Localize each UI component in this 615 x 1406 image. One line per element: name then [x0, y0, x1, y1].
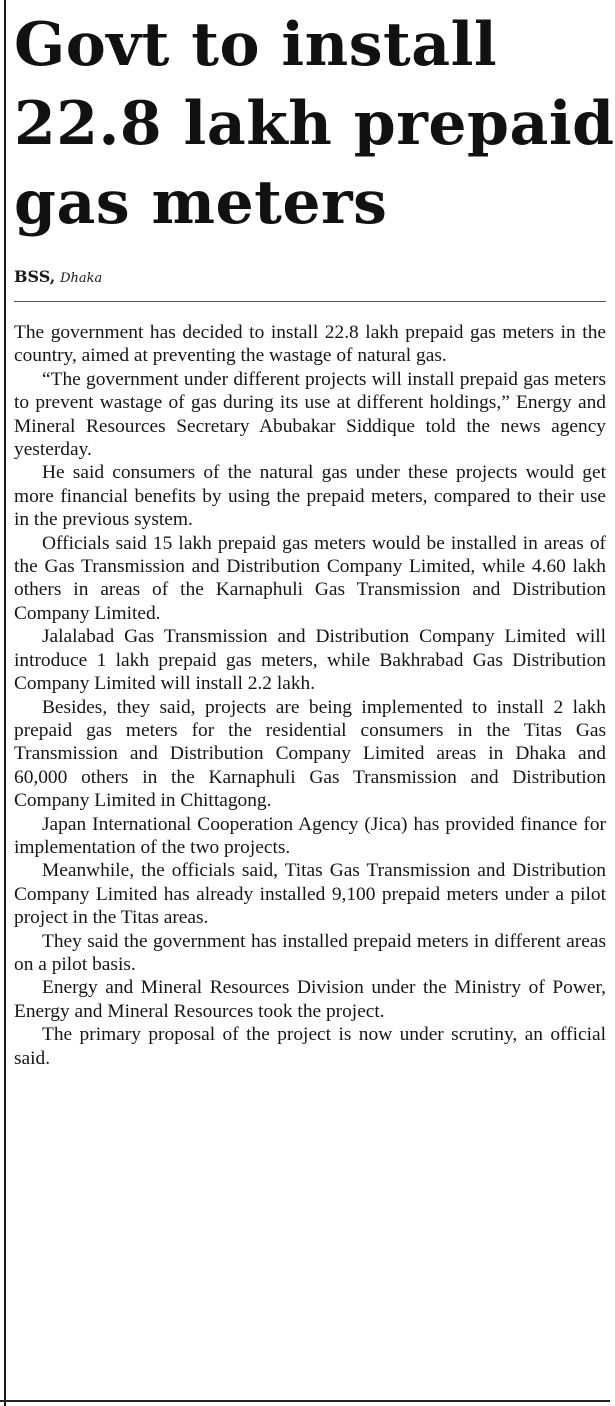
article-paragraph: Officials said 15 lakh prepaid gas meters would be installed in areas of the Gas Transmission and Distribution Company Limited, while 4.60 lakh others in areas of the Karnaphuli Gas Transmission and Distribution Company Limited. — [14, 532, 606, 624]
byline-place: Dhaka — [60, 271, 103, 286]
article-paragraph: They said the government has installed prepaid meters in different areas on a pilot basis. — [14, 930, 606, 975]
article-paragraph: Besides, they said, projects are being implemented to install 2 lakh prepaid gas meters for the residential consumers in the Titas Gas Transmission and Distribution Company Limited areas in Dhaka and 60,000 others in the Karnaphuli Gas Transmission and Distribution Company Limited in Chittagong. — [14, 696, 606, 812]
headline-line: gas meters — [14, 168, 388, 238]
article-paragraph: He said consumers of the natural gas under these projects would get more financial benefits by using the prepaid meters, compared to their use in the previous system. — [14, 462, 606, 531]
bottom-rule — [0, 1400, 610, 1402]
headline-line: 22.8 lakh prepaid — [14, 89, 615, 159]
article-body — [14, 321, 606, 1070]
article-paragraph: Meanwhile, the officials said, Titas Gas Transmission and Distribution Company Limited has already installed 9,100 prepaid meters under a pilot project in the Titas areas. — [14, 860, 606, 929]
column-rule-left — [4, 0, 6, 1406]
article-paragraph: The government has decided to install 22.8 lakh prepaid gas meters in the country, aimed at preventing the wastage of natural gas. — [14, 322, 606, 367]
news-article — [14, 0, 615, 1070]
headline — [14, 0, 615, 243]
article-paragraph: The primary proposal of the project is now under scrutiny, an official said. — [14, 1024, 606, 1069]
article-paragraph: Energy and Mineral Resources Division under the Ministry of Power, Energy and Mineral Resources took the project. — [14, 977, 606, 1022]
headline-line: Govt to install — [14, 10, 498, 80]
byline — [14, 265, 606, 289]
article-paragraph: Japan International Cooperation Agency (Jica) has provided finance for implementation of the two projects. — [14, 813, 606, 858]
article-paragraph: Jalalabad Gas Transmission and Distribution Company Limited will introduce 1 lakh prepaid gas meters, while Bakhrabad Gas Distribution Company Limited will install 2.2 lakh. — [14, 626, 606, 695]
byline-agency: BSS, — [14, 267, 56, 286]
byline-divider — [14, 301, 606, 302]
article-paragraph: “The government under different projects will install prepaid gas meters to prevent wastage of gas during its use at different holdings,” Energy and Mineral Resources Secretary Abubakar Siddique told the news agency yesterday. — [14, 368, 606, 461]
